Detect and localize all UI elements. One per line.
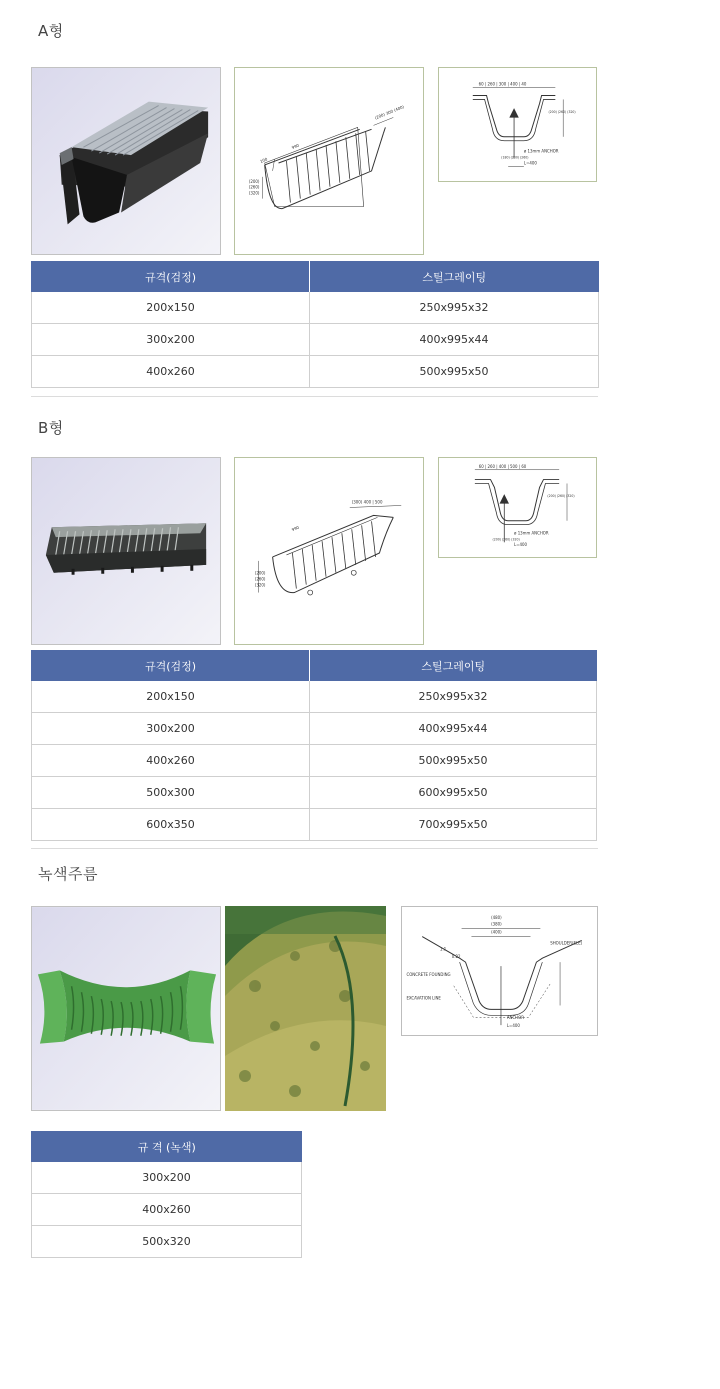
svg-text:990: 990 <box>290 142 300 151</box>
b-top-dims: 60 | 260 | 400 | 500 | 60 <box>478 463 527 469</box>
svg-text:(320): (320) <box>248 190 260 196</box>
section-green-title: 녹색주름 <box>38 865 98 883</box>
section-a-perspective-art <box>235 68 423 254</box>
cell-spec: 400x260 <box>32 356 310 388</box>
section-a-spec-table <box>31 261 599 388</box>
a-side-dims: (200) (260) (320) <box>548 110 576 115</box>
g-top2: (380) <box>491 921 502 927</box>
cell-grating: 250x995x32 <box>310 292 599 324</box>
section-green-photo-art <box>32 907 220 1110</box>
g-slope: 0.22 <box>451 954 461 960</box>
b-side-dims: (200) (260) (320) <box>547 494 575 499</box>
table-row <box>32 681 597 713</box>
g-concrete: CONCRETE FOUNDING <box>406 971 451 977</box>
section-a-cross-section-drawing <box>438 67 597 182</box>
section-green-section-art <box>402 907 597 1035</box>
svg-text:990: 990 <box>290 524 300 533</box>
cell-spec: 200x150 <box>32 681 310 713</box>
cell-grating: 700x995x50 <box>310 809 597 841</box>
section-green-product-photo <box>31 906 221 1111</box>
cell-spec: 500x320 <box>32 1226 302 1258</box>
b-persp-dim: (300) 400 | 500 <box>351 499 383 505</box>
svg-text:(260): (260) <box>248 184 260 190</box>
table-row <box>32 1194 302 1226</box>
section-green-cross-section-drawing <box>401 906 598 1036</box>
section-b-perspective-art <box>235 458 423 644</box>
svg-text:(200): (200) <box>248 178 260 184</box>
section-a-product-photo <box>31 67 221 255</box>
svg-text:(320): (320) <box>254 582 266 588</box>
g-shoulder: SHOULDER(ELE) <box>550 940 583 946</box>
section-a-section-art <box>439 68 596 181</box>
section-divider <box>31 848 598 849</box>
col-header-spec: 규 격 (녹색) <box>32 1131 302 1162</box>
a-anchor-label: ø 13mm ANCHOR <box>523 148 559 154</box>
cell-spec: 500x300 <box>32 777 310 809</box>
table-row <box>32 324 599 356</box>
a-length-label: L=400 <box>523 160 537 166</box>
section-b-photo-art <box>32 458 220 644</box>
b-anchor-label: ø 13mm ANCHOR <box>514 530 549 536</box>
section-b-section-art <box>439 458 596 557</box>
cell-spec: 200x150 <box>32 292 310 324</box>
g-length: L=400 <box>506 1023 520 1029</box>
section-a-title: A형 <box>38 22 64 40</box>
a-top-dims: 60 | 260 | 300 | 400 | 40 <box>478 81 527 87</box>
cell-spec: 300x200 <box>32 713 310 745</box>
section-green-spec-table <box>31 1131 302 1258</box>
b-bottom-dims: (200) (260) (320) <box>492 537 520 542</box>
table-row <box>32 809 597 841</box>
table-row <box>32 777 597 809</box>
section-b-cross-section-drawing <box>438 457 597 558</box>
section-divider <box>31 396 598 397</box>
cell-grating: 400x995x44 <box>310 713 597 745</box>
g-top3: (400) <box>491 929 502 935</box>
table-header-row <box>32 261 599 292</box>
table-row <box>32 1162 302 1194</box>
section-b-product-photo <box>31 457 221 645</box>
section-green-installation-photo <box>225 906 386 1111</box>
cell-grating: 250x995x32 <box>310 681 597 713</box>
svg-text:(200): (200) <box>254 570 266 576</box>
cell-grating: 600x995x50 <box>310 777 597 809</box>
col-header-spec: 규격(검정) <box>32 650 310 681</box>
cell-spec: 300x200 <box>32 1162 302 1194</box>
svg-text:(200) 300 (400): (200) 300 (400) <box>374 104 405 121</box>
cell-spec: 300x200 <box>32 324 310 356</box>
table-row <box>32 713 597 745</box>
section-a-perspective-drawing <box>234 67 424 255</box>
col-header-spec: 규격(검정) <box>32 261 310 292</box>
table-row <box>32 745 597 777</box>
cell-grating: 500x995x50 <box>310 745 597 777</box>
cell-spec: 400x260 <box>32 1194 302 1226</box>
table-header-row <box>32 1131 302 1162</box>
a-bottom-dims: (180) (200) (260) <box>501 155 529 160</box>
cell-grating: 400x995x44 <box>310 324 599 356</box>
g-anchor: ANCHOR <box>506 1015 525 1021</box>
table-header-row <box>32 650 597 681</box>
section-a-photo-art <box>32 68 220 254</box>
section-green-install-art <box>225 906 386 1111</box>
table-row <box>32 292 599 324</box>
table-row <box>32 1226 302 1258</box>
col-header-grating: 스틸그레이팅 <box>310 261 599 292</box>
section-b-perspective-drawing <box>234 457 424 645</box>
g-ratio: 1:1 <box>439 946 447 952</box>
col-header-grating: 스틸그레이팅 <box>310 650 597 681</box>
b-length-label: L=400 <box>514 542 527 548</box>
g-excav: EXCAVATION LINE <box>406 995 441 1001</box>
section-b-title: B형 <box>38 419 64 437</box>
cell-spec: 400x260 <box>32 745 310 777</box>
cell-grating: 500x995x50 <box>310 356 599 388</box>
g-top1: (480) <box>491 914 502 920</box>
svg-text:100: 100 <box>259 156 269 164</box>
cell-spec: 600x350 <box>32 809 310 841</box>
table-row <box>32 356 599 388</box>
section-b-spec-table <box>31 650 597 841</box>
svg-text:(260): (260) <box>254 576 266 582</box>
